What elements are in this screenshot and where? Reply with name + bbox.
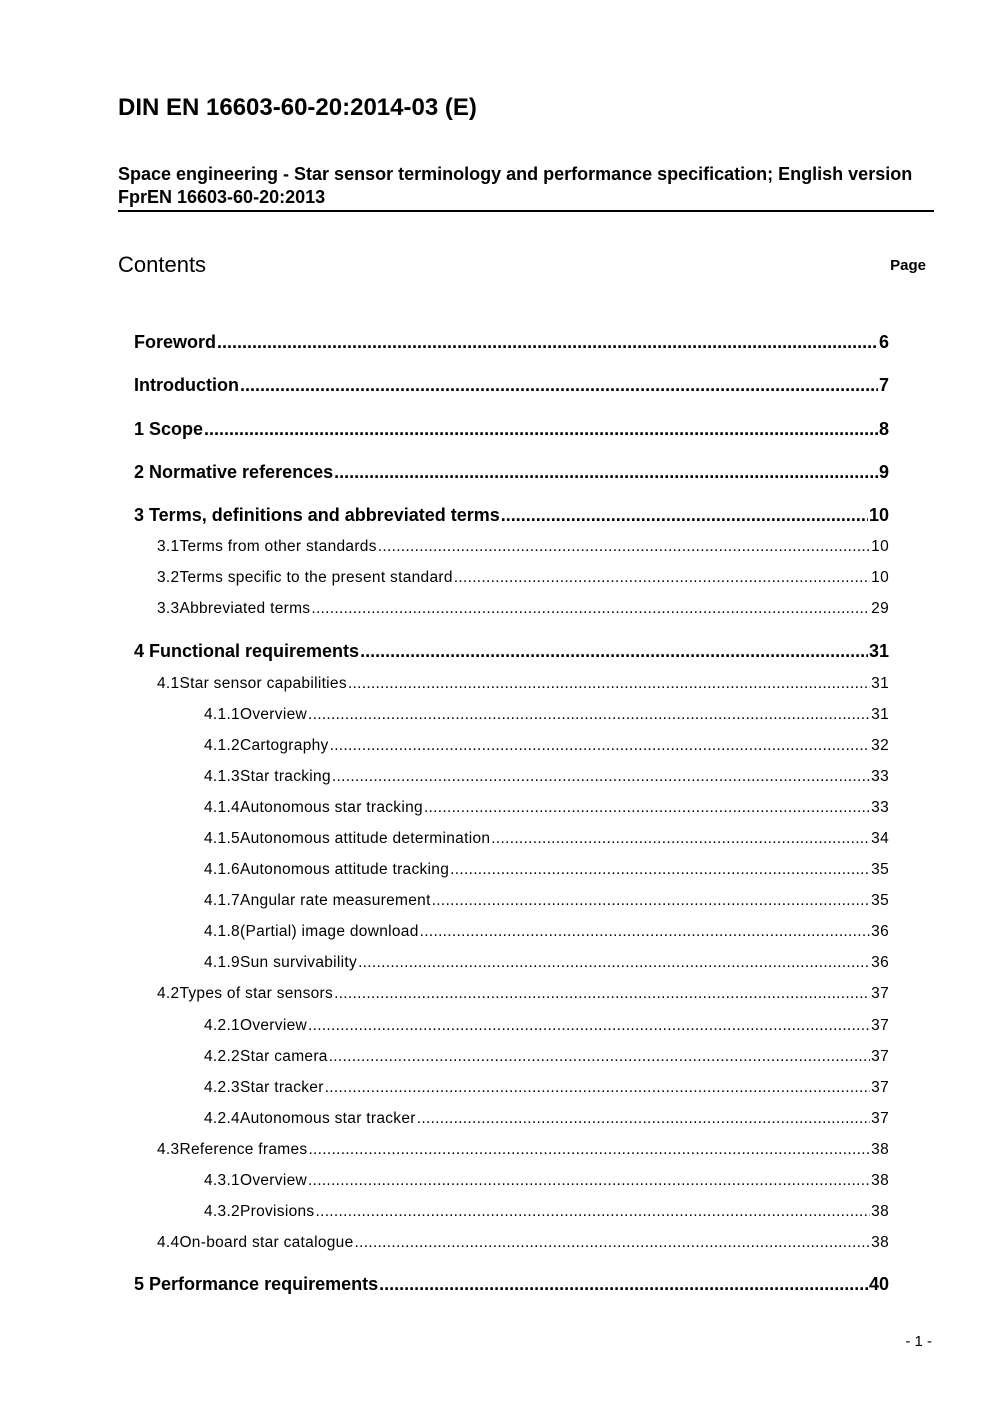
dot-leader (308, 1141, 870, 1159)
toc-entry-title: Angular rate measurement (239, 892, 431, 909)
toc-entry-page: 35 (871, 861, 889, 878)
dot-leader (334, 985, 870, 1003)
toc-entry-number: 4.2.1 (204, 1017, 240, 1034)
toc-entry-title: Autonomous attitude tracking (239, 861, 450, 878)
dot-leader (501, 505, 868, 526)
toc-entry-number: 3.3 (157, 600, 180, 617)
toc-entry-page: 37 (871, 1017, 889, 1034)
toc-entry-number: 3.2 (157, 569, 180, 586)
dot-leader (325, 1079, 870, 1097)
toc-entry-number: 5 (134, 1274, 145, 1294)
toc-entry-title: Scope (149, 419, 204, 439)
toc-entry-page: 37 (871, 985, 889, 1002)
toc-entry-4-1-4[interactable] (204, 799, 889, 817)
toc-entry-number: 4.1.5 (204, 830, 240, 847)
toc-entry-number: 4.2.2 (204, 1048, 240, 1065)
dot-leader (330, 737, 871, 755)
dot-leader (315, 1203, 870, 1221)
dot-leader (217, 332, 878, 353)
toc-entry-3-1[interactable] (157, 538, 889, 556)
toc-entry-title: Overview (239, 1017, 307, 1034)
toc-entry-number: 4 (134, 641, 145, 661)
dot-leader (308, 706, 870, 724)
dot-leader (358, 954, 870, 972)
toc-entry-number: 4.1 (157, 675, 180, 692)
page-number-footer: - 1 - (905, 1333, 932, 1350)
dot-leader (424, 799, 870, 817)
toc-entry-number: 1 (134, 419, 145, 439)
dot-leader (332, 768, 870, 786)
toc-entry-4-2[interactable] (157, 985, 889, 1003)
toc-entry-title: Cartography (239, 737, 329, 754)
dot-leader (360, 641, 868, 662)
toc-entry-number: 4.2 (157, 985, 180, 1002)
toc-entry-3-2[interactable] (157, 569, 889, 587)
toc-entry-title: Foreword (134, 332, 217, 352)
toc-entry-page: 10 (871, 569, 889, 586)
toc-entry-4-1-3[interactable] (204, 768, 889, 786)
toc-entry-title: Performance requirements (149, 1274, 379, 1294)
toc-entry-page: 38 (871, 1203, 889, 1220)
toc-entry-title: Types of star sensors (179, 985, 334, 1002)
dot-leader (491, 830, 870, 848)
toc-entry-title: Provisions (239, 1203, 315, 1220)
toc-entry-title: Star sensor capabilities (179, 675, 347, 692)
toc-entry-4-3-2[interactable] (204, 1203, 889, 1221)
toc-entry-title: Overview (239, 706, 307, 723)
dot-leader (355, 1234, 871, 1252)
toc-entry-page: 37 (871, 1079, 889, 1096)
toc-entry-title: Star tracker (239, 1079, 324, 1096)
toc-entry-title: Terms from other standards (179, 538, 377, 555)
dot-leader (454, 569, 870, 587)
toc-entry-number: 2 (134, 462, 145, 482)
toc-entry-page: 32 (871, 737, 889, 754)
toc-entry-number: 4.4 (157, 1234, 180, 1251)
toc-entry-normative-references[interactable] (134, 462, 889, 483)
toc-entry-title: Abbreviated terms (179, 600, 311, 617)
toc-entry-number: 4.1.8 (204, 923, 240, 940)
toc-entry-page: 37 (871, 1048, 889, 1065)
toc-entry-4-1-2[interactable] (204, 737, 889, 755)
toc-entry-title: (Partial) image download (239, 923, 419, 940)
toc-entry-page: 36 (871, 954, 889, 971)
toc-entry-page: 6 (878, 332, 889, 352)
toc-entry-page: 10 (871, 538, 889, 555)
toc-entry-page: 34 (871, 830, 889, 847)
toc-entry-functional-requirements[interactable] (134, 641, 889, 662)
toc-entry-4-1-9[interactable] (204, 954, 889, 972)
toc-entry-page: 8 (878, 419, 889, 439)
toc-entry-title: Sun survivability (239, 954, 358, 971)
toc-entry-number: 4.3.2 (204, 1203, 240, 1220)
dot-leader (450, 861, 870, 879)
toc-entry-number: 4.3 (157, 1141, 180, 1158)
page-column-label: Page (890, 257, 926, 274)
toc-entry-title: Introduction (134, 375, 239, 395)
toc-entry-4-1-1[interactable] (204, 706, 889, 724)
dot-leader (308, 1017, 870, 1035)
dot-leader (204, 419, 878, 440)
toc-entry-number: 4.3.1 (204, 1172, 240, 1189)
dot-leader (378, 538, 870, 556)
dot-leader (334, 462, 878, 483)
toc-entry-page: 9 (878, 462, 889, 482)
toc-entry-page: 33 (871, 768, 889, 785)
dot-leader (308, 1172, 870, 1190)
toc-entry-title: On-board star catalogue (179, 1234, 354, 1251)
toc-entry-title: Reference frames (179, 1141, 308, 1158)
toc-entry-title: Autonomous star tracker (239, 1110, 416, 1127)
toc-entry-page: 36 (871, 923, 889, 940)
toc-entry-title: Terms specific to the present standard (179, 569, 453, 586)
toc-entry-4-3-1[interactable] (204, 1172, 889, 1190)
toc-entry-page: 31 (871, 675, 889, 692)
toc-entry-page: 31 (868, 641, 889, 661)
toc-entry-number: 4.1.6 (204, 861, 240, 878)
dot-leader (417, 1110, 870, 1128)
toc-entry-4-3[interactable] (157, 1141, 889, 1159)
toc-entry-performance-requirements[interactable] (134, 1274, 889, 1295)
toc-entry-3-3[interactable] (157, 600, 889, 618)
toc-entry-page: 7 (878, 375, 889, 395)
document-subtitle: Space engineering - Star sensor terminology and performance specification; English version FprEN 16603-60-20:2013 (118, 163, 934, 212)
toc-entry-4-2-3[interactable] (204, 1079, 889, 1097)
toc-entry-page: 37 (871, 1110, 889, 1127)
toc-entry-foreword[interactable] (134, 332, 889, 353)
toc-entry-title: Autonomous star tracking (239, 799, 423, 816)
toc-entry-4-4[interactable] (157, 1234, 889, 1252)
dot-leader (420, 923, 871, 941)
toc-entry-terms-definitions[interactable] (134, 505, 889, 526)
toc-entry-page: 33 (871, 799, 889, 816)
toc-entry-number: 3.1 (157, 538, 180, 555)
toc-entry-page: 10 (868, 505, 889, 525)
toc-entry-title: Overview (239, 1172, 307, 1189)
toc-entry-title: Normative references (149, 462, 334, 482)
toc-entry-number: 4.1.7 (204, 892, 240, 909)
toc-entry-title: Terms, definitions and abbreviated terms (149, 505, 500, 525)
toc-entry-page: 38 (871, 1141, 889, 1158)
toc-entry-page: 38 (871, 1172, 889, 1189)
toc-entry-4-1-5[interactable] (204, 830, 889, 848)
toc-entry-page: 38 (871, 1234, 889, 1251)
toc-entry-4-2-1[interactable] (204, 1017, 889, 1035)
toc-entry-4-2-4[interactable] (204, 1110, 889, 1128)
toc-entry-title: Star camera (239, 1048, 328, 1065)
toc-entry-4-1-6[interactable] (204, 861, 889, 879)
toc-entry-title: Functional requirements (149, 641, 360, 661)
toc-entry-number: 4.1.9 (204, 954, 240, 971)
dot-leader (329, 1048, 870, 1066)
dot-leader (432, 892, 870, 910)
dot-leader (311, 600, 870, 618)
dot-leader (240, 375, 878, 396)
toc-entry-number: 4.1.2 (204, 737, 240, 754)
document-id-title: DIN EN 16603-60-20:2014-03 (E) (118, 94, 477, 121)
toc-entry-title: Star tracking (239, 768, 331, 785)
toc-entry-4-1[interactable] (157, 675, 889, 693)
dot-leader (348, 675, 870, 693)
toc-entry-number: 3 (134, 505, 145, 525)
toc-entry-scope[interactable] (134, 419, 889, 440)
toc-entry-number: 4.1.1 (204, 706, 240, 723)
contents-heading: Contents (118, 252, 207, 277)
toc-entry-page: 29 (871, 600, 889, 617)
toc-entry-page: 35 (871, 892, 889, 909)
toc-entry-page: 40 (868, 1274, 889, 1294)
toc-entry-page: 31 (871, 706, 889, 723)
dot-leader (379, 1274, 868, 1295)
toc-entry-number: 4.2.4 (204, 1110, 240, 1127)
toc-entry-number: 4.1.3 (204, 768, 240, 785)
toc-entry-number: 4.2.3 (204, 1079, 240, 1096)
toc-entry-introduction[interactable] (134, 375, 889, 396)
toc-entry-number: 4.1.4 (204, 799, 240, 816)
toc-entry-title: Autonomous attitude determination (239, 830, 491, 847)
toc-entry-4-1-8[interactable] (204, 923, 889, 941)
toc-entry-4-1-7[interactable] (204, 892, 889, 910)
toc-entry-4-2-2[interactable] (204, 1048, 889, 1066)
